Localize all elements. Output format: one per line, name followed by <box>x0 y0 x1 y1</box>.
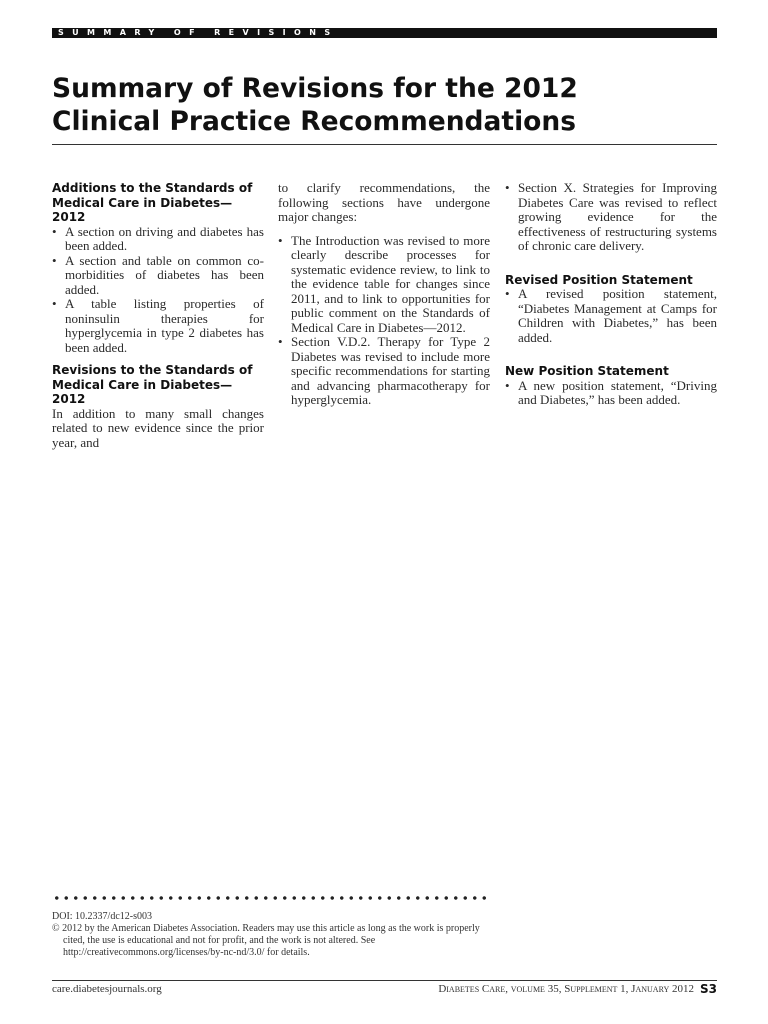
heading-revised-position: Revised Position Statement <box>505 272 693 287</box>
list-item: • A section on driving and diabetes has been added. <box>52 225 264 254</box>
revisions-list-continued <box>505 181 717 254</box>
page-number: S3 <box>700 982 717 996</box>
list-item: • A table listing properties of noninsulin therapies for hyperglycemia in type 2 diabetes has been added. <box>52 297 264 355</box>
list-item: • Section X. Strategies for Improving Diabetes Care was revised to reflect growing evidence for the effectiveness of restructuring systems of chronic care delivery. <box>505 181 717 254</box>
dotted-separator <box>52 895 490 901</box>
column-3 <box>505 181 717 408</box>
title-line-2: Clinical Practice Recommendations <box>52 106 577 137</box>
revisions-list <box>278 234 490 408</box>
revised-position-list <box>505 287 717 345</box>
paragraph: to clarify recommendations, the following sections have undergone major changes: <box>278 180 490 224</box>
list-item: • A revised position statement, “Diabetes Management at Camps for Children with Diabetes,” has been added. <box>505 287 717 345</box>
heading-additions: Additions to the Standards of Medical Care in Diabetes—2012 <box>52 181 253 224</box>
title-line-1: Summary of Revisions for the 2012 <box>52 73 578 104</box>
heading-revisions: Revisions to the Standards of Medical Care in Diabetes—2012 <box>52 363 253 406</box>
running-head: SUMMARY OF REVISIONS <box>58 28 339 37</box>
journal-citation: Diabetes Care, volume 35, Supplement 1, January 2012 <box>438 983 694 995</box>
column-2 <box>278 181 490 408</box>
journal-website: care.diabetesjournals.org <box>52 983 162 995</box>
paragraph: In addition to many small changes related to new evidence since the prior year, and <box>52 405 264 450</box>
doi: DOI: 10.2337/dc12-s003 <box>52 911 152 922</box>
list-item: • The Introduction was revised to more clearly describe processes for systematic evidence review, to link to the evidence table for changes since 2011, and to link to opportunities for public comment on the Standards of Medical Care in Diabetes—2012. <box>278 234 490 336</box>
running-head-bar <box>52 28 717 38</box>
list-item: • Section V.D.2. Therapy for Type 2 Diabetes was revised to include more specific recommendations for starting and advancing pharmacotherapy for hyperglycemia. <box>278 335 490 408</box>
copyright-notice: © 2012 by the American Diabetes Association. Readers may use this article as long as the work is properly cited, the use is educational and not for profit, and the work is not altered. See http://creativecommons.org/licenses/by-nc-nd/3.0/ for details. <box>52 923 480 958</box>
column-1 <box>52 181 264 450</box>
footer-divider <box>52 980 717 981</box>
list-item: • A section and table on common co-morbidities of diabetes has been added. <box>52 254 264 298</box>
title-divider <box>52 144 717 145</box>
new-position-list <box>505 379 717 408</box>
footnote <box>52 911 492 959</box>
heading-new-position: New Position Statement <box>505 364 669 378</box>
list-item: • A new position statement, “Driving and Diabetes,” has been added. <box>505 379 717 408</box>
additions-list <box>52 225 264 356</box>
page-title <box>52 72 717 138</box>
